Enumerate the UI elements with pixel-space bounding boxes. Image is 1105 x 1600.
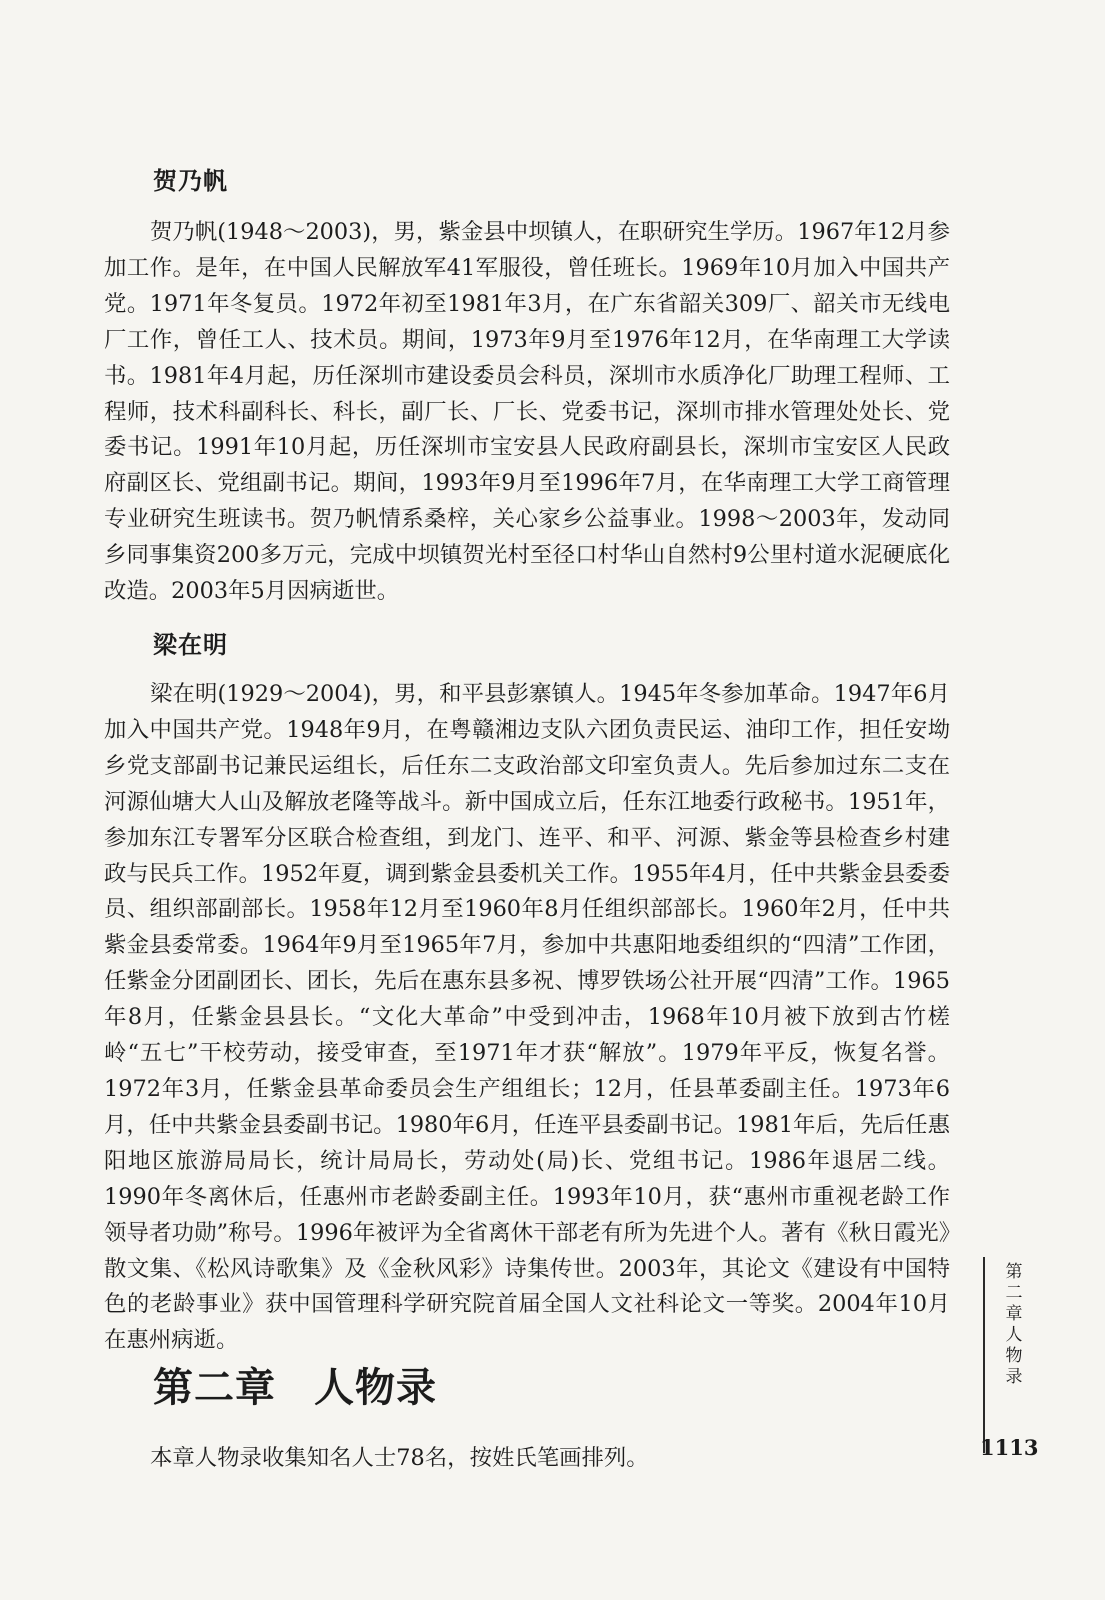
page-number: 1113 <box>980 1435 1039 1460</box>
margin-divider <box>983 1257 985 1453</box>
section-heading-he-naifan: 贺乃帆 <box>153 167 228 195</box>
margin-chapter-label: 第二章 人物录 <box>1005 1262 1023 1387</box>
chapter-number: 第二章 <box>153 1364 276 1411</box>
bio-paragraph-he-naifan: 贺乃帆(1948～2003)，男，紫金县中坝镇人，在职研究生学历。1967年12月参加工作。是年，在中国人民解放军41军服役，曾任班长。1969年10月加入中国共产党。1971年冬复员。1972年初至1981年3月，在广东省韶关309厂、韶关市无线电厂工作，曾任工人、技术员。期间，1973年9月至1976年12月，在华南理工大学读书。1981年4月起，历任深圳市建设委员会科员，深圳市水质净化厂助理工程师、工程师，技术科副科长、科长，副厂长、厂长、党委书记，深圳市排水管理处处长、党委书记。1991年10月起，历任深圳市宝安县人民政府副县长，深圳市宝安区人民政府副区长、党组副书记。期间，1993年9月至1996年7月，在华南理工大学工商管理专业研究生班读书。贺乃帆情系桑梓，关心家乡公益事业。1998～2003年，发动同乡同事集资200多万元，完成中坝镇贺光村至径口村华山自然村9公里村道水泥硬底化改造。2003年5月因病逝世。 <box>104 219 950 605</box>
chapter-title <box>153 1356 437 1413</box>
bio-paragraph-liang-zaiming: 梁在明(1929～2004)，男，和平县彭寨镇人。1945年冬参加革命。1947年6月加入中国共产党。1948年9月，在粤赣湘边支队六团负责民运、油印工作，担任安坳乡党支部副书记兼民运组长，后任东二支政治部文印室负责人。先后参加过东二支在河源仙塘大人山及解放老隆等战斗。新中国成立后，任东江地委行政秘书。1951年，参加东江专署军分区联合检查组，到龙门、连平、和平、河源、紫金等县检查乡村建政与民兵工作。1952年夏，调到紫金县委机关工作。1955年4月，任中共紫金县委委员、组织部副部长。1958年12月至1960年8月任组织部部长。1960年2月，任中共紫金县委常委。1964年9月至1965年7月，参加中共惠阳地委组织的“四清”工作团，任紫金分团副团长、团长，先后在惠东县多祝、博罗铁场公社开展“四清”工作。1965年8月，任紫金县县长。“文化大革命”中受到冲击，1968年10月被下放到古竹槎岭“五七”干校劳动，接受审查，至1971年才获“解放”。1979年平反，恢复名誉。1972年3月，任紫金县革命委员会生产组组长；12月，任县革委副主任。1973年6月，任中共紫金县委副书记。1980年6月，任连平县委副书记。1981年后，先后任惠阳地区旅游局局长，统计局局长，劳动处(局)长、党组书记。1986年退居二线。1990年冬离休后，任惠州市老龄委副主任。1993年10月，获“惠州市重视老龄工作领导者功勋”称号。1996年被评为全省离休干部老有所为先进个人。著有《秋日霞光》散文集、《松风诗歌集》及《金秋风彩》诗集传世。2003年，其论文《建设有中国特色的老龄事业》获中国管理科学研究院首届全国人文社科论文一等奖。2004年10月在惠州病逝。 <box>104 681 950 1354</box>
chapter-intro: 本章人物录收集知名人士78名，按姓氏笔画排列。 <box>150 1445 649 1471</box>
chapter-name: 人物录 <box>314 1364 437 1411</box>
section-heading-liang-zaiming: 梁在明 <box>153 631 228 659</box>
